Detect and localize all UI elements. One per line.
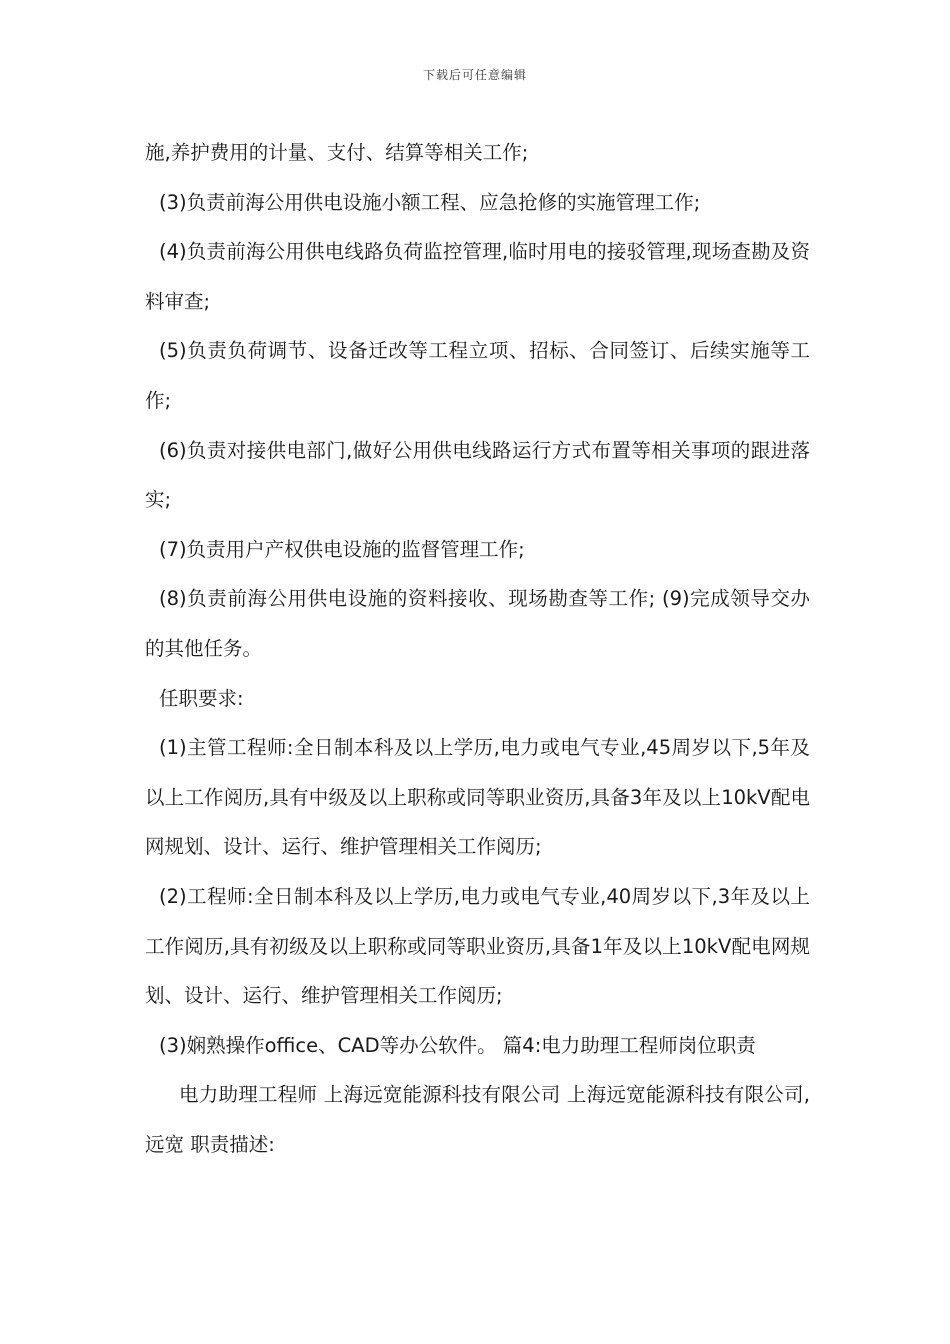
paragraph-item-8-9: (8)负责前海公用供电设施的资料接收、现场勘查等工作; (9)完成领导交办的其他任务。 <box>145 587 810 660</box>
document-body <box>145 128 810 1169</box>
requirement-item-1: (1)主管工程师:全日制本科及以上学历,电力或电气专业,45周岁以下,5年及以上工作阅历,具有中级及以上职称或同等职业资历,具备3年及以上10kV配电网规划、设计、运行、维护管理相关工作阅历; <box>145 736 810 859</box>
paragraph-item-6: (6)负责对接供电部门,做好公用供电线路运行方式布置等相关事项的跟进落实; <box>145 438 810 512</box>
paragraph-item-3: (3)负责前海公用供电设施小额工程、应急抢修的实施管理工作; <box>159 190 701 214</box>
requirement-item-3: (3)娴熟操作office、CAD等办公软件。 篇4:电力助理工程师岗位职责 <box>159 1033 756 1057</box>
paragraph-job-intro: 电力助理工程师 上海远宽能源科技有限公司 上海远宽能源科技有限公司,远宽 职责描述: <box>145 1083 810 1156</box>
requirement-item-2: (2)工程师:全日制本科及以上学历,电力或电气专业,40周岁以下,3年及以上工作阅历,具有初级及以上职称或同等职业资历,具备1年及以上10kV配电网规划、设计、运行、维护管理相关工作阅历; <box>145 884 810 1008</box>
paragraph-continuation: 施,养护费用的计量、支付、结算等相关工作; <box>145 141 529 164</box>
section-heading-requirements: 任职要求: <box>159 686 244 710</box>
paragraph-item-7: (7)负责用户产权供电设施的监督管理工作; <box>159 537 525 561</box>
header-note: 下载后可任意编辑 <box>422 68 527 82</box>
paragraph-item-4: (4)负责前海公用供电线路负荷监控管理,临时用电的接驳管理,现场查勘及资料审查; <box>145 240 810 313</box>
paragraph-item-5: (5)负责负荷调节、设备迁改等工程立项、招标、合同签订、后续实施等工作; <box>145 339 810 412</box>
